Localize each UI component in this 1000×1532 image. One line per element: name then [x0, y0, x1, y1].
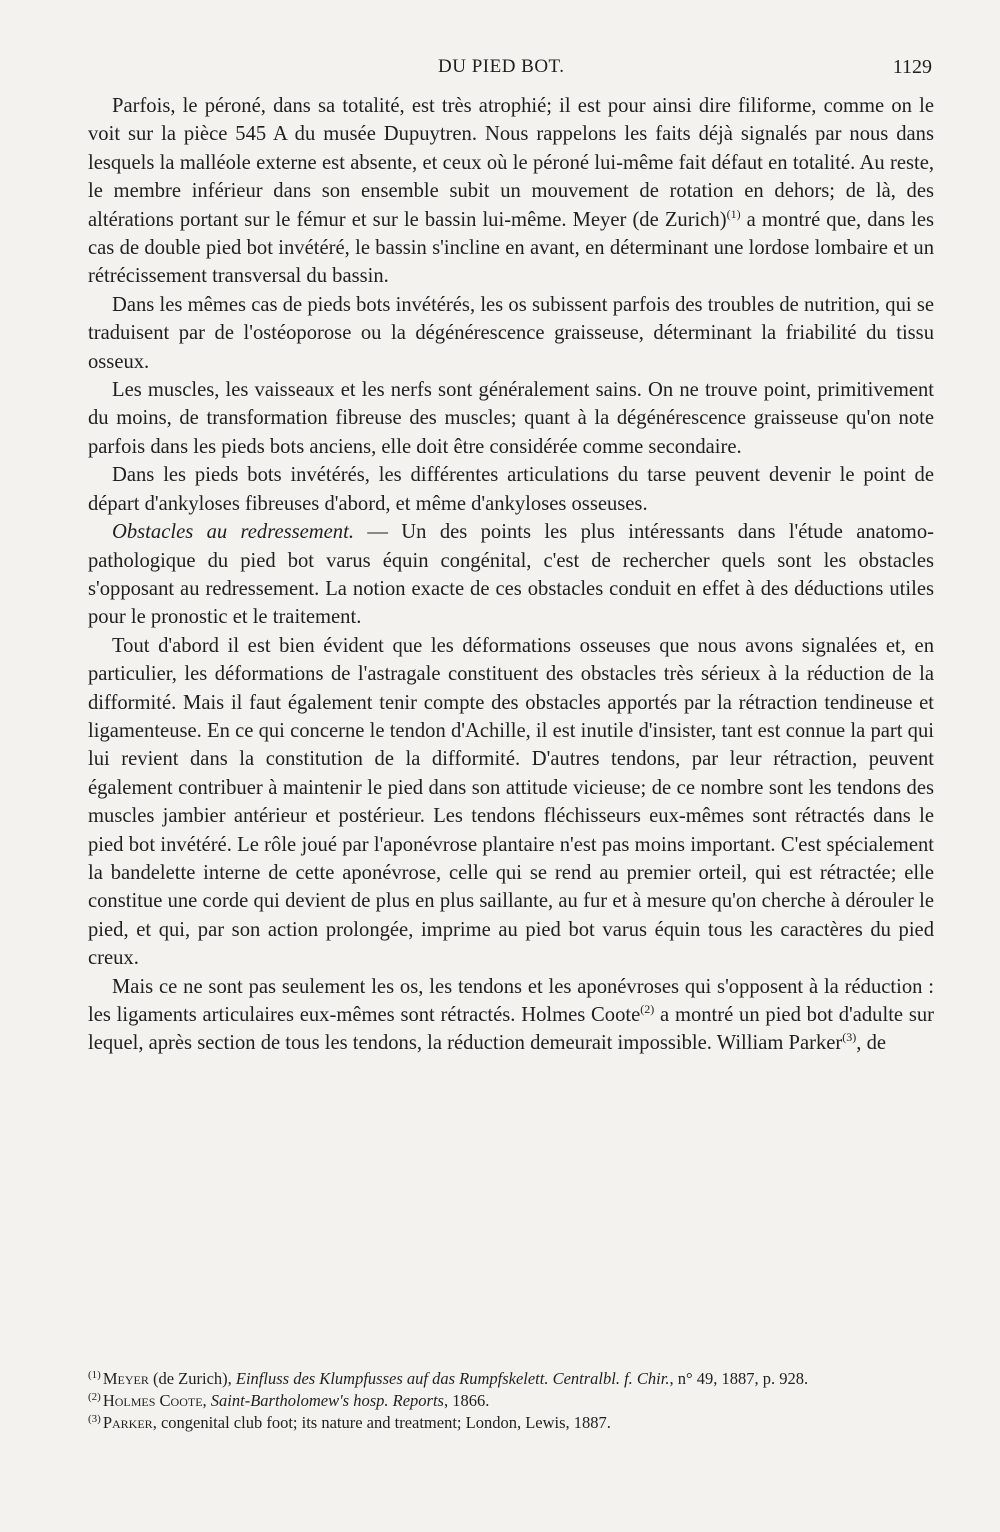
- running-title: DU PIED BOT.: [438, 56, 565, 77]
- paragraph: Parfois, le péroné, dans sa totalité, est très atrophié; il est pour ainsi dire filiforme, comme on le voit sur la pièce 545 A du musée Dupuytren. Nous rappelons les faits déjà signalés par nous dans lesquels la malléole externe est absente, et ceux où le péroné lui-même fait défaut en totalité. Au reste, le membre inférieur dans son ensemble subit un mouvement de rotation en dehors; de là, des altérations portant sur le fémur et sur le bassin lui-même. Meyer (de Zurich)$^{(1)}$ a montré que, dans les cas de double pied bot invétéré, le bassin s'incline en avant, en déterminant une lordose lombaire et un rétrécissement transversal du bassin.: [88, 95, 934, 288]
- footnote-ref: (2): [640, 1002, 655, 1017]
- footnote-number: (2): [88, 1390, 101, 1403]
- paragraph: Dans les pieds bots invétérés, les différentes articulations du tarse peuvent devenir le point de départ d'ankyloses fibreuses d'abord, et même d'ankyloses osseuses.: [88, 464, 934, 515]
- paragraph: Les muscles, les vaisseaux et les nerfs sont généralement sains. On ne trouve point, primitivement du moins, de transformation fibreuse des muscles; quant à la dégénérescence graisseuse qu'on note parfois dans les pieds bots anciens, elle doit être considérée comme secondaire.: [88, 379, 934, 458]
- footnote: $^{(1)}$ Meyer (de Zurich), Einfluss des Klumpfusses auf das Rumpfskelett. Centralbl. f. Chir., n° 49, 1887, p. 928.: [88, 1368, 809, 1388]
- paragraph: Obstacles au redressement. — Un des points les plus intéressants dans l'étude anatomo-pathologique du pied bot varus équin congénital, c'est de rechercher quels sont les obstacles s'opposant au redressement. La notion exacte de ces obstacles conduit en effet à des déductions utiles pour le pronostic et le traitement.: [88, 521, 934, 629]
- footnote-ref: (3): [842, 1030, 857, 1045]
- footnote-author: Holmes Coote: [102, 1391, 203, 1410]
- footnote-author: Meyer: [102, 1369, 149, 1388]
- footnote-number: (1): [88, 1368, 101, 1381]
- footnotes: [88, 1368, 934, 1434]
- page-header: [0, 56, 1000, 90]
- footnote: $^{(3)}$ Parker, congenital club foot; its nature and treatment; London, Lewis, 1887.: [88, 1412, 611, 1432]
- section-heading: Obstacles au redressement.: [112, 521, 354, 544]
- paragraph: Tout d'abord il est bien évident que les déformations osseuses que nous avons signalées et, en particulier, les déformations de l'astragale constituent des obstacles très sérieux à la réduction de la difformité. Mais il faut également tenir compte des obstacles apportés par la rétraction tendineuse et ligamenteuse. En ce qui concerne le tendon d'Achille, il est inutile d'insister, tant est connue la part qui lui revient dans la constitution de la difformité. D'autres tendons, par leur rétraction, peuvent également contribuer à maintenir le pied dans son attitude vicieuse; de ce nombre sont les tendons des muscles jambier antérieur et postérieur. Les tendons fléchisseurs eux-mêmes sont rétractés dans le pied bot invétéré. Le rôle joué par l'aponévrose plantaire n'est pas moins important. C'est spécialement la bandelette interne de cette aponévrose, celle qui se rend au premier orteil, qui est rétractée; elle constitue une corde qui devient de plus en plus saillante, au fur et à mesure qu'on cherche à dérouler le pied, et qui, par son action prolongée, imprime au pied bot varus équin tous les caractères du pied creux.: [88, 634, 934, 970]
- footnote-number: (3): [88, 1412, 101, 1425]
- main-text: [88, 92, 934, 1058]
- footnote-author: Parker: [102, 1413, 153, 1432]
- page-number: 1129: [892, 56, 932, 78]
- paragraph: Mais ce ne sont pas seulement les os, les tendons et les aponévroses qui s'opposent à la réduction : les ligaments articulaires eux-mêmes sont rétractés. Holmes Coote$^{(2)}$ a montré un pied bot d'adulte sur lequel, après section de tous les tendons, la réduction demeurait impossible. William Parker$^{(3)}$, de: [88, 975, 935, 1055]
- paragraph: Dans les mêmes cas de pieds bots invétérés, les os subissent parfois des troubles de nutrition, qui se traduisent par de l'ostéoporose ou la dégénérescence graisseuse, déterminant la friabilité du tissu osseux.: [88, 293, 934, 373]
- footnote-ref: (1): [726, 206, 741, 221]
- footnote: $^{(2)}$ Holmes Coote, Saint-Bartholomew's hosp. Reports, 1866.: [88, 1390, 490, 1410]
